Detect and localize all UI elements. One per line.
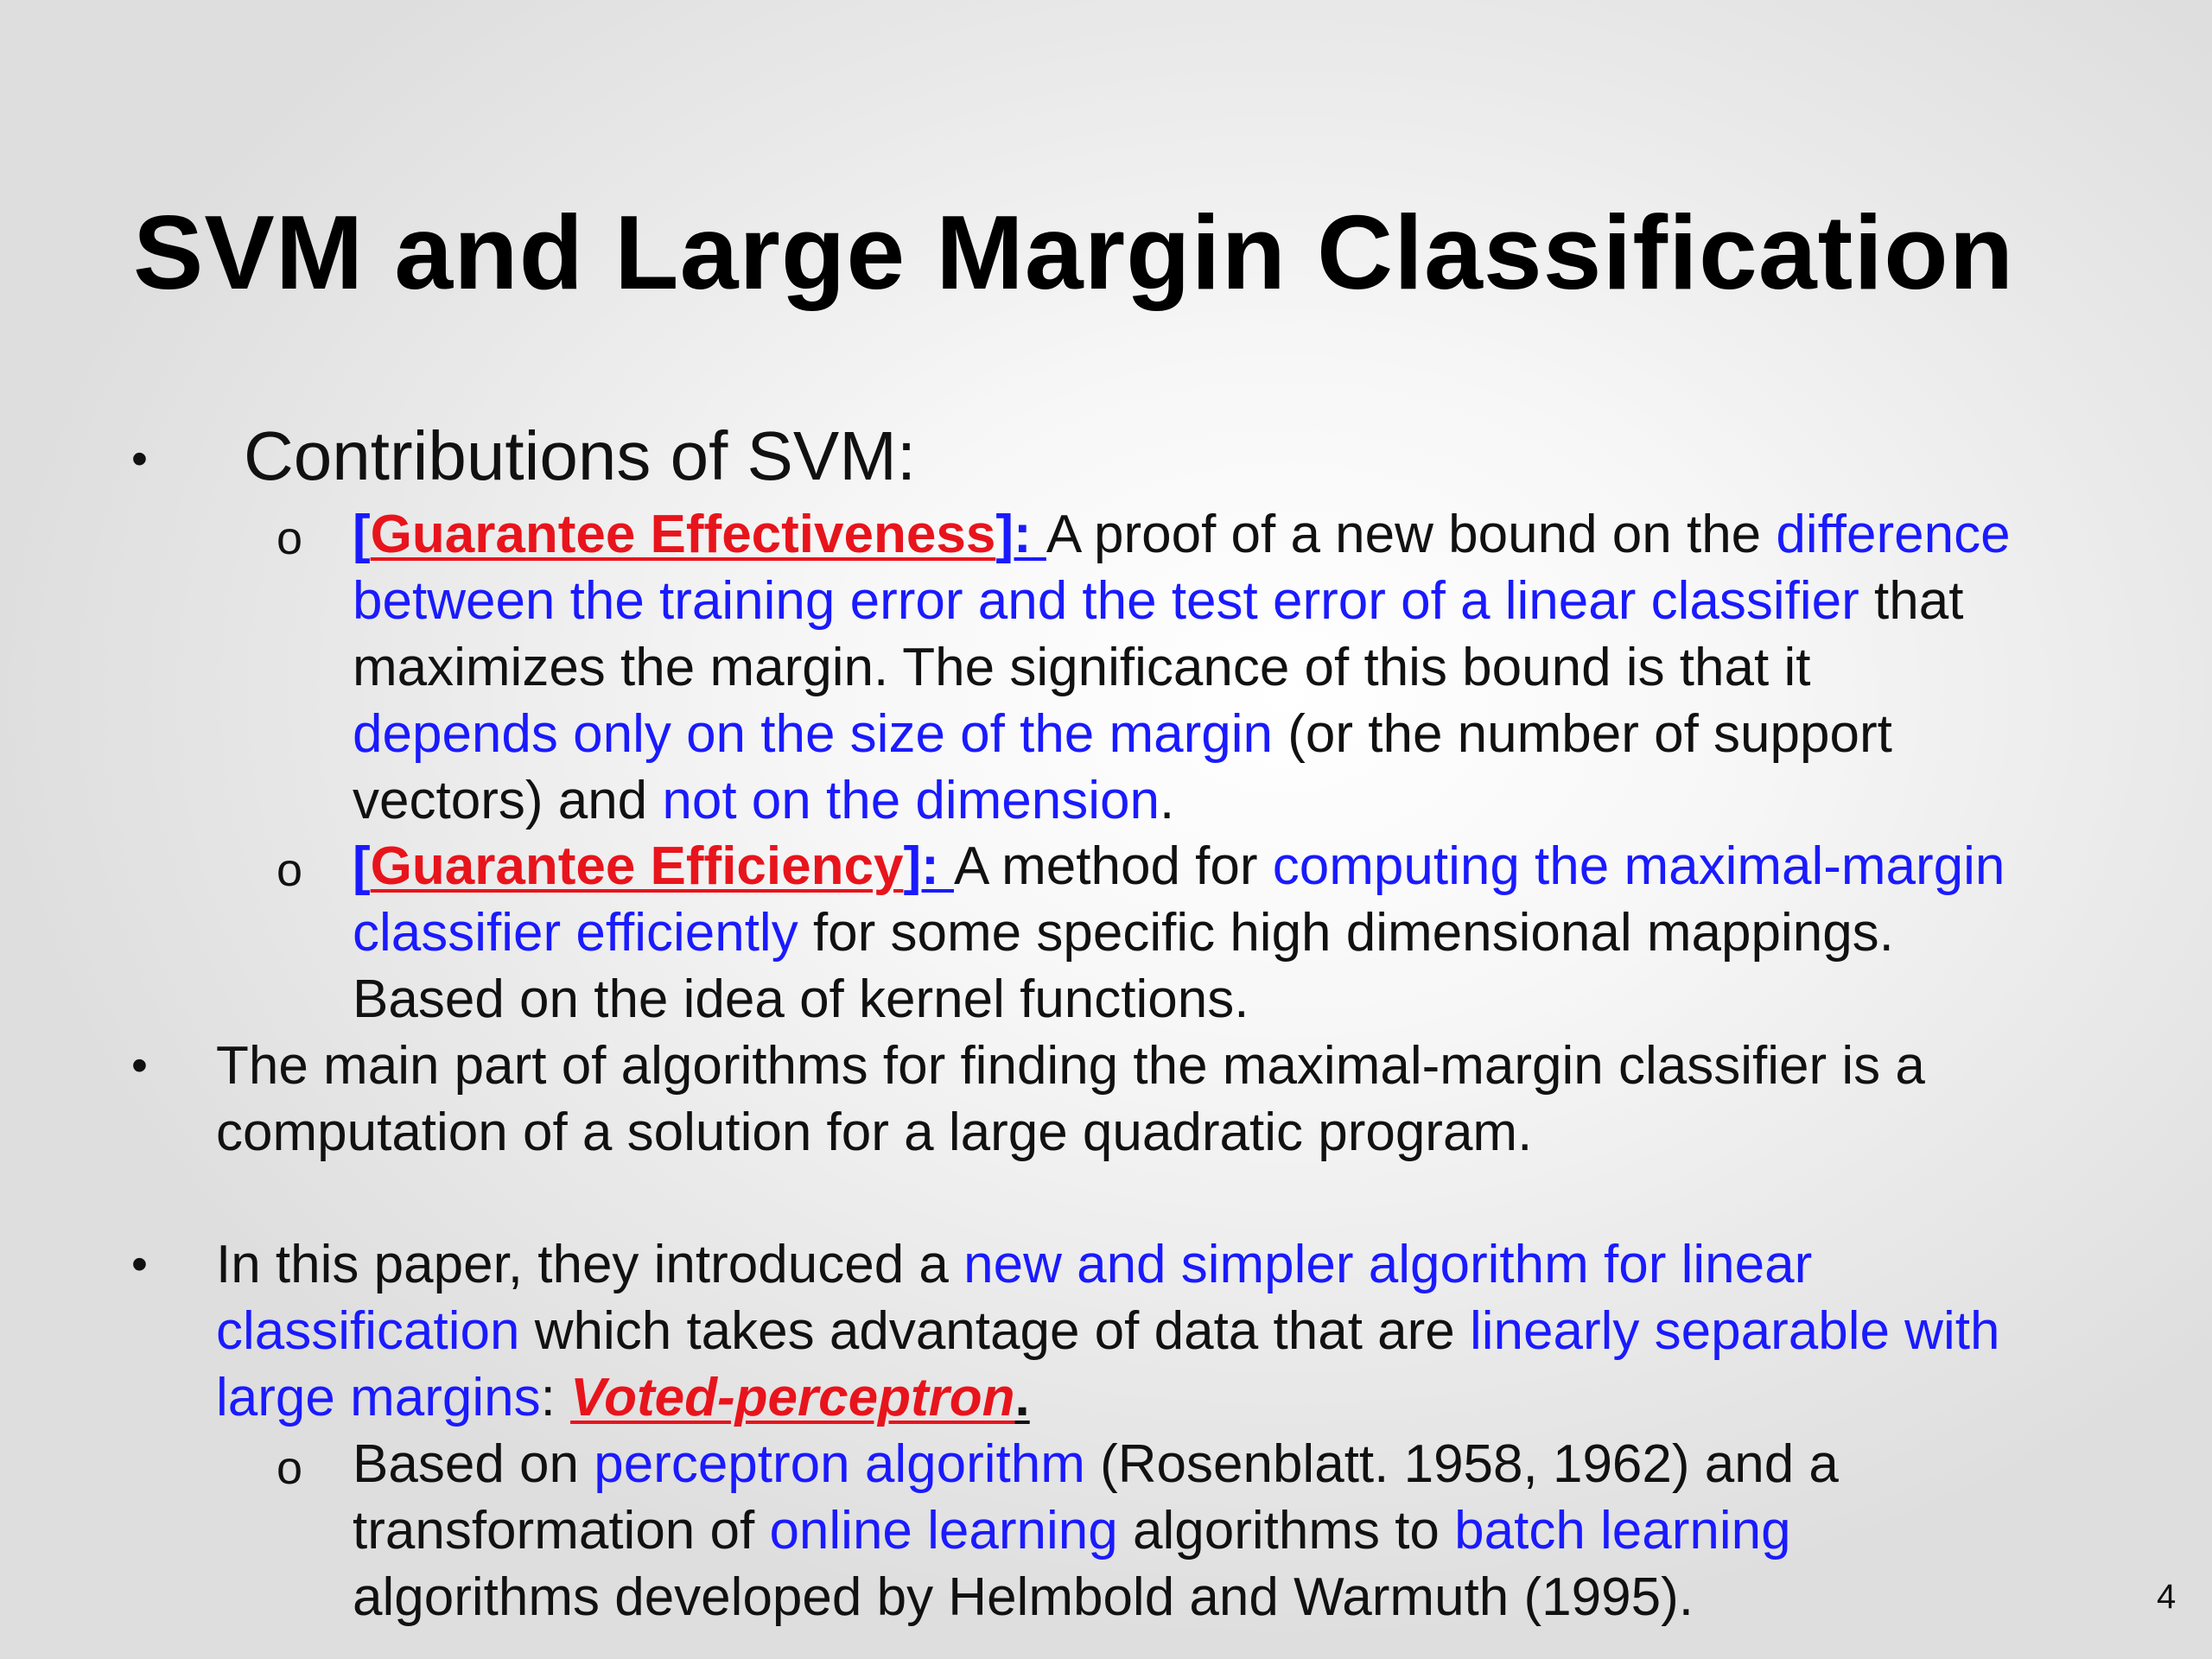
text-segment: . [1014, 1368, 1030, 1427]
text-line: Based on the idea of kernel functions. [353, 969, 1249, 1029]
text-segment: for some specific high dimensional mappings. [798, 903, 1894, 963]
highlight-segment: perceptron algorithm [594, 1434, 1085, 1494]
text-line: The main part of algorithms for finding the maximal-margin classifier is a [216, 1036, 1925, 1096]
effectiveness-label: Guarantee Effectiveness [370, 505, 996, 564]
effectiveness-bracket-open: [ [353, 505, 371, 564]
efficiency-bracket-open: [ [353, 836, 371, 896]
highlight-segment: classification [216, 1301, 520, 1361]
effectiveness-bracket-close: ]: [995, 505, 1046, 564]
text-segment: (or the number of support [1273, 704, 1892, 764]
highlight-segment: batch learning [1454, 1501, 1791, 1560]
bullet-circle-1: o [276, 512, 303, 564]
text-segment: that [1859, 571, 1964, 631]
bullet-dot-2: • [131, 1039, 148, 1091]
bullet-dot-1: • [131, 433, 148, 485]
text-segment: transformation of [353, 1501, 770, 1560]
page-number: 4 [2157, 1578, 2177, 1616]
efficiency-bracket-close: ]: [903, 836, 954, 896]
highlight-segment: classifier efficiently [353, 903, 798, 963]
text-line: maximizes the margin. The significance of this bound is that it [353, 638, 1811, 697]
text-segment: A proof of a new bound on the [1046, 505, 1777, 564]
highlight-segment: new and simpler algorithm for linear [963, 1235, 1813, 1294]
text-segment: algorithms to [1117, 1501, 1455, 1560]
highlight-segment: linearly separable with [1470, 1301, 2000, 1361]
highlight-segment: difference [1776, 505, 2011, 564]
contributions-heading: Contributions of SVM: [244, 417, 917, 494]
text-segment: A method for [953, 836, 1273, 896]
text-segment: Based on [353, 1434, 594, 1494]
bullet-circle-3: o [276, 1442, 303, 1494]
highlight-segment: online learning [769, 1501, 1118, 1560]
text-segment: . [1160, 771, 1175, 830]
highlight-segment: large margins [216, 1368, 541, 1427]
text-segment: In this paper, they introduced a [216, 1235, 964, 1294]
text-segment: vectors) and [353, 771, 663, 830]
text-line: computation of a solution for a large quadratic program. [216, 1103, 1533, 1162]
slide-title: SVM and Large Margin Classification [133, 194, 2015, 311]
efficiency-label: Guarantee Efficiency [370, 836, 904, 896]
bullet-circle-2: o [276, 844, 303, 896]
highlight-segment: not on the dimension [662, 771, 1160, 830]
voted-perceptron-label: Voted-perceptron [570, 1368, 1015, 1427]
text-segment: which takes advantage of data that are [519, 1301, 1470, 1361]
text-segment: (Rosenblatt. 1958, 1962) and a [1084, 1434, 1839, 1494]
highlight-segment: depends only on the size of the margin [353, 704, 1274, 764]
bullet-dot-3: • [131, 1238, 148, 1290]
text-segment: : [540, 1368, 571, 1427]
text-line: algorithms developed by Helmbold and Warmuth (1995). [353, 1567, 1694, 1627]
highlight-segment: between the training error and the test error of a linear classifier [353, 571, 1859, 631]
highlight-segment: computing the maximal-margin [1272, 836, 2005, 896]
